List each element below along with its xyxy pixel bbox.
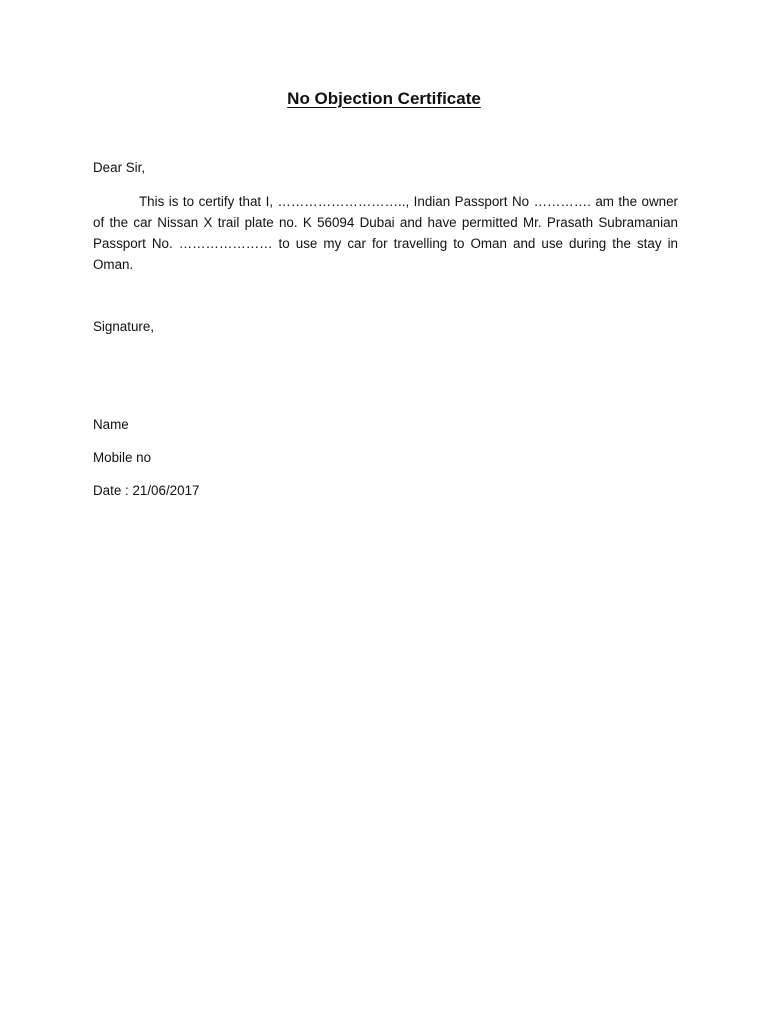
date-line: Date : 21/06/2017 [93, 483, 200, 498]
name-label: Name [93, 417, 129, 432]
signature-label: Signature, [93, 319, 155, 334]
mobile-label: Mobile no [93, 450, 152, 465]
document-title: No Objection Certificate [287, 89, 481, 108]
certificate-body-paragraph: This is to certify that I, ……………………….., Indian Passport No …………. am the owner of the car Nissan X trail plate no. K 56094 Dubai and have permitted Mr. Prasath Subramanian Passport No. ………………… to use my car for travelling to Oman and use during the stay in Oman. [93, 194, 678, 272]
salutation: Dear Sir, [93, 160, 146, 175]
